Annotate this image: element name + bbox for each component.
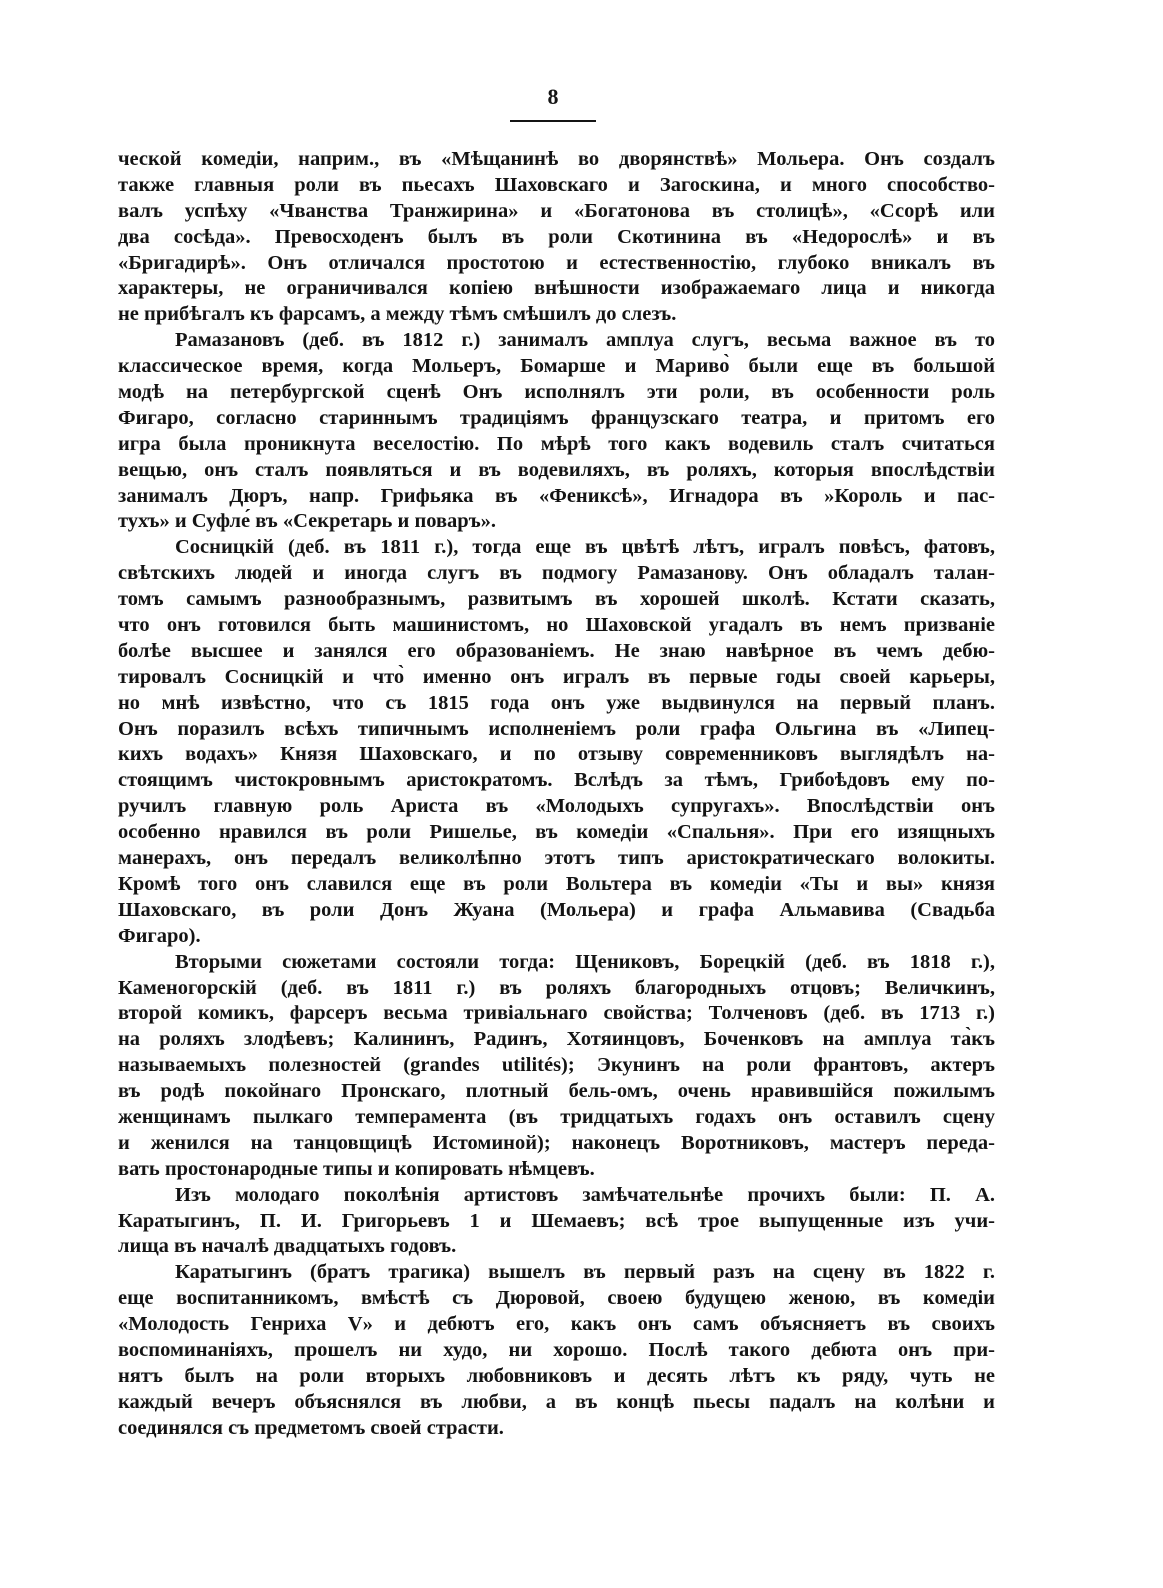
text-line: второй комикъ, фарсеръ весьма тривіальнаго свойства; Толченовъ (деб. въ 1713 г.): [118, 1002, 995, 1025]
text-line: но мнѣ извѣстно, что съ 1815 года онъ уже выдвинулся на первый планъ.: [118, 691, 995, 714]
text-line: тировалъ Сосницкій и что̀ именно онъ игралъ въ первые годы своей карьеры,: [118, 665, 995, 688]
text-line: Шаховскаго, въ роли Донъ Жуана (Мольера) и графа Альмавива (Свадьба: [118, 898, 995, 921]
page-number-rule: [510, 120, 596, 122]
text-line: модѣ на петербургской сценѣ Онъ исполнялъ эти роли, въ особенности роль: [118, 381, 995, 404]
text-line: томъ самымъ разнообразнымъ, развитымъ въ хорошей школѣ. Кстати сказать,: [118, 588, 995, 611]
text-line: Каратыгинъ (братъ трагика) вышелъ въ первый разъ на сцену въ 1822 г.: [175, 1261, 995, 1284]
text-line: не прибѣгалъ къ фарсамъ, а между тѣмъ смѣшилъ до слезъ.: [118, 303, 677, 326]
text-line: также главныя роли въ пьесахъ Шаховскаго и Загоскина, и много способство-: [118, 173, 995, 196]
text-line: особенно нравился въ роли Ришелье, въ комедіи «Спальня». При его изящныхъ: [118, 821, 995, 844]
text-line: Кромѣ того онъ славился еще въ роли Вольтера въ комедіи «Ты и вы» князя: [118, 872, 995, 895]
text-line: воспоминаніяхъ, прошелъ ни худо, ни хорошо. Послѣ такого дебюта онъ при-: [118, 1338, 995, 1361]
text-line: занималъ Дюръ, напр. Грифьяка въ «Фениксѣ», Игнадора въ »Король и пас-: [118, 484, 995, 507]
text-line: Изъ молодаго поколѣнія артистовъ замѣчательнѣе прочихъ были: П. А.: [175, 1183, 995, 1206]
paragraph: [118, 950, 995, 1183]
text-line: называемыхъ полезностей (grandes utilités); Экунинъ на роли франтовъ, актеръ: [118, 1054, 995, 1077]
text-line: еще воспитанникомъ, вмѣстѣ съ Дюровой, своею будущею женою, въ комедіи: [118, 1287, 995, 1310]
text-line: Каменогорскій (деб. въ 1811 г.) въ роляхъ благородныхъ отцовъ; Величкинъ,: [118, 976, 995, 999]
text-line: ручилъ главную роль Ариста въ «Молодыхъ супругахъ». Впослѣдствіи онъ: [118, 795, 995, 818]
text-line: вещью, онъ сталъ появляться и въ водевиляхъ, въ роляхъ, которыя впослѣдствіи: [118, 458, 995, 481]
text-line: вать простонародные типы и копировать нѣмцевъ.: [118, 1157, 595, 1180]
paragraph: [118, 1183, 995, 1261]
paragraph: [118, 147, 995, 328]
text-line: что онъ готовился быть машинистомъ, но Шаховской угадалъ въ немъ призваніе: [118, 614, 995, 637]
text-line: «Бригадирѣ». Онъ отличался простотою и естественностію, глубоко вникалъ въ: [118, 251, 995, 274]
text-line: соединялся съ предметомъ своей страсти.: [118, 1416, 504, 1439]
text-line: тухъ» и Суфле́ въ «Секретарь и поваръ».: [118, 510, 497, 533]
text-line: два сосѣда». Превосходенъ былъ въ роли Скотинина въ «Недорослѣ» и въ: [118, 225, 995, 248]
paragraph: [118, 535, 995, 949]
page-number: 8: [547, 84, 559, 109]
body-text: [118, 147, 995, 1442]
text-line: валъ успѣху «Чванства Транжирина» и «Богатонова въ столицѣ», «Ссорѣ или: [118, 199, 995, 222]
text-line: Вторыми сюжетами состояли тогда: Щениковъ, Борецкій (деб. въ 1818 г.),: [175, 950, 995, 973]
text-line: кихъ водахъ» Князя Шаховскаго, и по отзыву современниковъ выглядѣлъ на-: [118, 743, 995, 766]
text-line: на роляхъ злодѣевъ; Калининъ, Радинъ, Хотяинцовъ, Боченковъ на амплуа та̀къ: [118, 1028, 995, 1051]
text-line: болѣе высшее и занялся его образованіемъ. Не знаю навѣрное въ чемъ дебю-: [118, 639, 995, 662]
text-line: нятъ былъ на роли вторыхъ любовниковъ и десять лѣтъ къ ряду, чуть не: [118, 1364, 995, 1387]
text-line: манерахъ, онъ передалъ великолѣпно этотъ типъ аристократическаго волокиты.: [118, 847, 995, 870]
paragraph: [118, 1260, 995, 1441]
text-line: Рамазановъ (деб. въ 1812 г.) занималъ амплуа слугъ, весьма важное въ то: [175, 329, 995, 352]
text-line: Фигаро).: [118, 924, 201, 947]
text-line: Онъ поразилъ всѣхъ типичнымъ исполненіемъ роли графа Ольгина въ «Липец-: [118, 717, 995, 740]
text-line: «Молодость Генриха V» и дебютъ его, какъ онъ самъ объясняетъ въ своихъ: [118, 1313, 995, 1336]
text-line: классическое время, когда Мольеръ, Бомарше и Мариво̀ были еще въ большой: [118, 355, 995, 378]
text-line: характеры, не ограничивался копіею внѣшности изображаемаго лица и никогда: [118, 277, 995, 300]
text-line: стоящимъ чистокровнымъ аристократомъ. Вслѣдъ за тѣмъ, Грибоѣдовъ ему по-: [118, 769, 995, 792]
text-line: и женился на танцовщицѣ Истоминой); наконецъ Воротниковъ, мастеръ переда-: [118, 1131, 995, 1154]
text-line: Каратыгинъ, П. И. Григорьевъ 1 и Шемаевъ; всѣ трое выпущенные изъ учи-: [118, 1209, 995, 1232]
text-line: игра была проникнута веселостію. По мѣрѣ того какъ водевиль сталъ считаться: [118, 432, 995, 455]
text-line: ческой комедіи, наприм., въ «Мѣщанинѣ во дворянствѣ» Мольера. Онъ создалъ: [118, 148, 995, 170]
text-line: женщинамъ пылкаго темперамента (въ тридцатыхъ годахъ онъ оставилъ сцену: [118, 1105, 995, 1128]
text-line: Сосницкій (деб. въ 1811 г.), тогда еще въ цвѣтѣ лѣтъ, игралъ повѣсъ, фатовъ,: [175, 536, 995, 559]
paragraph: [118, 328, 995, 535]
text-line: лища въ началѣ двадцатыхъ годовъ.: [118, 1235, 457, 1258]
text-line: Фигаро, согласно стариннымъ традиціямъ французскаго театра, и притомъ его: [118, 406, 995, 429]
text-line: въ родѣ покойнаго Пронскаго, плотный бель-омъ, очень нравившійся пожилымъ: [118, 1080, 995, 1103]
text-line: свѣтскихъ людей и иногда слугъ въ подмогу Рамазанову. Онъ обладалъ талан-: [118, 562, 995, 585]
text-line: каждый вечеръ объяснялся въ любви, а въ концѣ пьесы падалъ на колѣни и: [118, 1390, 995, 1413]
